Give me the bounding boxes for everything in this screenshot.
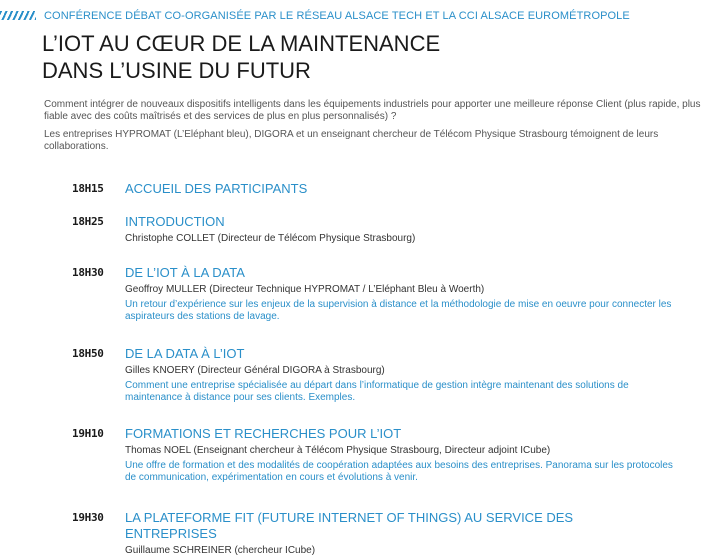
agenda-heading: INTRODUCTION bbox=[125, 214, 225, 229]
intro bbox=[44, 99, 709, 159]
agenda-time: 18H25 bbox=[72, 215, 104, 228]
agenda-description: Comment une entreprise spécialisée au départ dans l’informatique de gestion intègre maintenant des solutions de maintenance à distance pour ses clients. Exemples. bbox=[125, 380, 629, 403]
agenda-description: Une offre de formation et des modalités de coopération adaptées aux besoins des entreprises. Panorama sur les protocoles de communication, expérimentation en cours et évolutions à venir. bbox=[125, 460, 673, 483]
agenda-heading: LA PLATEFORME FIT (FUTURE INTERNET OF THINGS) AU SERVICE DES ENTREPRISES bbox=[125, 510, 574, 541]
intro-paragraph: Les entreprises HYPROMAT (L’Eléphant bleu), DIGORA et un enseignant chercheur de Télécom Physique Strasbourg témoignent de leurs collaborations. bbox=[44, 129, 659, 152]
agenda-time: 18H50 bbox=[72, 347, 104, 360]
title-line-2: DANS L’USINE DU FUTUR bbox=[42, 58, 311, 83]
title-line-1: L’IOT AU CŒUR DE LA MAINTENANCE bbox=[42, 31, 441, 56]
agenda-speaker: Geoffroy MULLER (Directeur Technique HYPROMAT / L’Eléphant Bleu à Woerth) bbox=[125, 284, 485, 295]
agenda-content bbox=[125, 214, 685, 245]
decorative-stripes bbox=[0, 11, 36, 20]
event-kicker: CONFÉRENCE DÉBAT CO-ORGANISÉE PAR LE RÉSEAU ALSACE TECH ET LA CCI ALSACE EUROMÉTROPOLE bbox=[44, 10, 630, 22]
agenda-heading: FORMATIONS ET RECHERCHES POUR L’IOT bbox=[125, 426, 402, 441]
agenda-content bbox=[125, 346, 685, 404]
agenda-speaker: Gilles KNOERY (Directeur Général DIGORA à Strasbourg) bbox=[125, 365, 385, 376]
agenda-description: Un retour d’expérience sur les enjeux de la supervision à distance et la méthodologie de mise en oeuvre pour connecter les aspirateurs des stations de lavage. bbox=[125, 299, 672, 322]
agenda-time: 19H30 bbox=[72, 511, 104, 524]
agenda-heading: DE LA DATA À L’IOT bbox=[125, 346, 245, 361]
agenda-content bbox=[125, 265, 685, 323]
agenda-heading: DE L’IOT À LA DATA bbox=[125, 265, 245, 280]
agenda-time: 19H10 bbox=[72, 427, 104, 440]
agenda-content bbox=[125, 181, 685, 197]
agenda-speaker: Thomas NOEL (Enseignant chercheur à Télécom Physique Strasbourg, Directeur adjoint ICube) bbox=[125, 445, 551, 456]
agenda-speaker: Guillaume SCHREINER (chercheur ICube) bbox=[125, 545, 316, 556]
agenda-content bbox=[125, 426, 685, 484]
agenda-time: 18H30 bbox=[72, 266, 104, 279]
agenda-speaker: Christophe COLLET (Directeur de Télécom Physique Strasbourg) bbox=[125, 233, 416, 244]
page-title bbox=[42, 30, 440, 84]
agenda-time: 18H15 bbox=[72, 182, 104, 195]
agenda-heading: ACCUEIL DES PARTICIPANTS bbox=[125, 181, 308, 196]
intro-paragraph: Comment intégrer de nouveaux dispositifs intelligents dans les équipements industriels pour apporter une meilleure réponse Client (plus rapide, plus fiable avec des coûts maîtrisés et des services de plus en plus personnalisés) ? bbox=[44, 99, 701, 122]
